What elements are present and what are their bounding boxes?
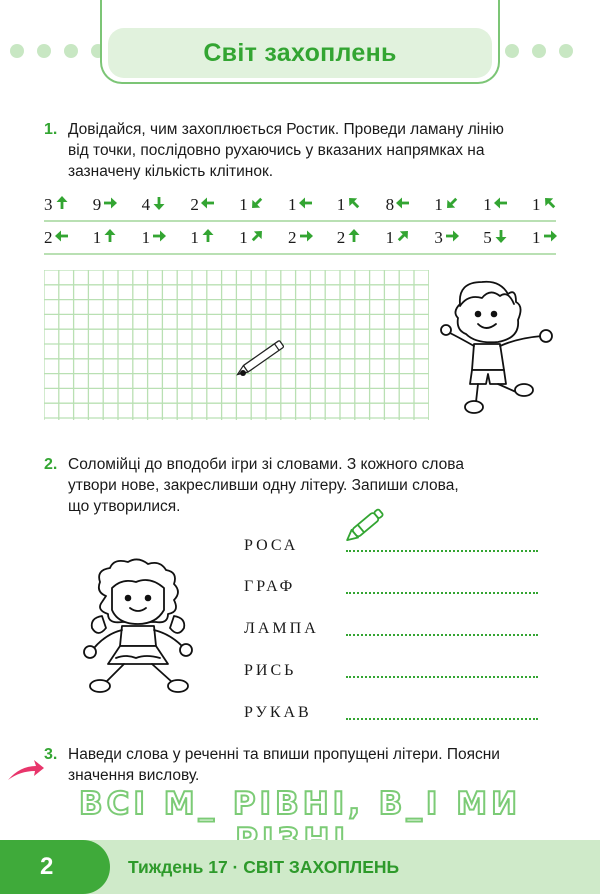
arrow-up-icon bbox=[103, 228, 117, 248]
task3-text bbox=[68, 744, 500, 786]
row2-move bbox=[386, 223, 411, 253]
move-count: 9 bbox=[92, 195, 102, 214]
move-count: 1 bbox=[288, 195, 297, 214]
arrow-right-icon bbox=[543, 228, 557, 248]
row1-move bbox=[190, 190, 215, 220]
moves-row-1 bbox=[44, 190, 556, 220]
row1-move bbox=[288, 190, 313, 220]
word-3: ЛАМПА bbox=[244, 620, 319, 637]
arrow-down-icon bbox=[494, 228, 508, 248]
arrow-right-icon bbox=[445, 228, 459, 248]
row1-move bbox=[386, 190, 411, 220]
answer-line-4[interactable] bbox=[346, 676, 538, 678]
move-count: 2 bbox=[190, 195, 199, 214]
move-count: 1 bbox=[385, 228, 395, 247]
arrow-down-left-icon bbox=[250, 195, 264, 215]
task1-number: 1. bbox=[44, 121, 58, 138]
row1-move bbox=[142, 190, 167, 220]
row1-move bbox=[44, 190, 69, 220]
tracing-phrase[interactable]: ВСІ М_ РІВНІ, В_І МИ bbox=[78, 786, 522, 822]
word-5: РУКАВ bbox=[244, 704, 312, 721]
row1-move bbox=[483, 190, 508, 220]
task2-text bbox=[68, 454, 464, 517]
footer-page-badge bbox=[0, 840, 110, 894]
drawing-grid[interactable] bbox=[44, 270, 429, 420]
arrow-left-icon bbox=[201, 195, 215, 215]
row2-move bbox=[288, 223, 313, 253]
row1-move bbox=[93, 190, 118, 220]
pen-icon bbox=[342, 506, 386, 546]
task2-line1: Соломійці до вподоби ігри зі словами. З кожного слова bbox=[68, 456, 464, 473]
move-count: 1 bbox=[141, 228, 151, 247]
move-count: 1 bbox=[532, 228, 541, 247]
task1-line1: Довідайся, чим захоплюється Ростик. Проведи ламану лінію bbox=[68, 121, 504, 138]
task3-number: 3. bbox=[44, 746, 58, 763]
footer-caption: Тиждень 17 · СВІТ ЗАХОПЛЕНЬ bbox=[128, 856, 400, 877]
row1-move bbox=[434, 190, 459, 220]
page-number: 2 bbox=[40, 853, 54, 880]
moves-separator-bottom bbox=[44, 253, 556, 255]
row2-move bbox=[434, 223, 459, 253]
header-dots-right bbox=[505, 44, 573, 58]
arrow-right-icon bbox=[299, 228, 313, 248]
arrow-up-left-icon bbox=[347, 195, 361, 215]
arrow-up-right-icon bbox=[396, 228, 410, 248]
row2-move bbox=[190, 223, 215, 253]
move-count: 3 bbox=[434, 228, 443, 247]
row2-move bbox=[483, 223, 508, 253]
row2-move bbox=[44, 223, 69, 253]
task3-line1: Наведи слова у реченні та впиши пропущені літери. Поясни bbox=[68, 746, 500, 763]
word-4: РИСЬ bbox=[244, 662, 297, 679]
word-1: РОСА bbox=[244, 537, 299, 554]
move-count: 5 bbox=[483, 228, 492, 247]
arrow-left-icon bbox=[396, 195, 410, 215]
answer-line-1[interactable] bbox=[346, 550, 538, 552]
arrow-right-icon bbox=[103, 195, 117, 215]
start-point bbox=[240, 370, 246, 376]
row2-move bbox=[532, 223, 557, 253]
row2-move bbox=[93, 223, 118, 253]
arrow-up-icon bbox=[201, 228, 215, 248]
row1-move bbox=[532, 190, 557, 220]
move-count: 2 bbox=[44, 228, 53, 247]
task1-text bbox=[68, 119, 504, 182]
task2-line2: утвори нове, закресливши одну літеру. Запиши слова, bbox=[68, 477, 459, 494]
move-count: 8 bbox=[385, 195, 395, 214]
arrow-up-left-icon bbox=[543, 195, 557, 215]
move-count: 1 bbox=[434, 195, 443, 214]
arrow-left-icon bbox=[494, 195, 508, 215]
move-count: 3 bbox=[44, 195, 53, 214]
moves-separator bbox=[44, 220, 556, 222]
move-count: 2 bbox=[288, 228, 297, 247]
arrow-down-icon bbox=[152, 195, 166, 215]
arrow-up-right-icon bbox=[250, 228, 264, 248]
move-count: 1 bbox=[532, 195, 541, 214]
task1-line2: від точки, послідовно рухаючись у вказаних напрямках на bbox=[68, 142, 485, 159]
move-count: 2 bbox=[336, 228, 346, 247]
answer-line-3[interactable] bbox=[346, 634, 538, 636]
task2-line3: що утворилися. bbox=[68, 498, 181, 515]
row2-move bbox=[142, 223, 167, 253]
row1-move bbox=[337, 190, 362, 220]
row2-move bbox=[239, 223, 264, 253]
word-2: ГРАФ bbox=[244, 578, 296, 595]
answer-line-2[interactable] bbox=[346, 592, 538, 594]
move-count: 1 bbox=[239, 228, 248, 247]
task1-line3: зазначену кількість клітинок. bbox=[68, 163, 274, 180]
moves-row-2 bbox=[44, 223, 556, 253]
page-title: Світ захоплень bbox=[203, 38, 397, 67]
arrow-up-icon bbox=[55, 195, 69, 215]
arrow-right-icon bbox=[152, 228, 166, 248]
arrow-up-icon bbox=[347, 228, 361, 248]
move-count: 1 bbox=[239, 195, 248, 214]
move-count: 1 bbox=[483, 195, 492, 214]
boy-illustration bbox=[438, 280, 558, 420]
row1-move bbox=[239, 190, 264, 220]
task3-line2: значення вислову. bbox=[68, 767, 200, 784]
move-count: 1 bbox=[190, 228, 199, 247]
move-count: 1 bbox=[92, 228, 102, 247]
arrow-left-icon bbox=[299, 195, 313, 215]
move-count: 4 bbox=[141, 195, 151, 214]
move-count: 1 bbox=[336, 195, 346, 214]
arrow-left-icon bbox=[55, 228, 69, 248]
arrow-down-left-icon bbox=[445, 195, 459, 215]
girl-illustration bbox=[76, 558, 206, 698]
pointer-arrow-icon bbox=[6, 754, 46, 784]
task2-number: 2. bbox=[44, 456, 58, 473]
answer-line-5[interactable] bbox=[346, 718, 538, 720]
row2-move bbox=[337, 223, 362, 253]
